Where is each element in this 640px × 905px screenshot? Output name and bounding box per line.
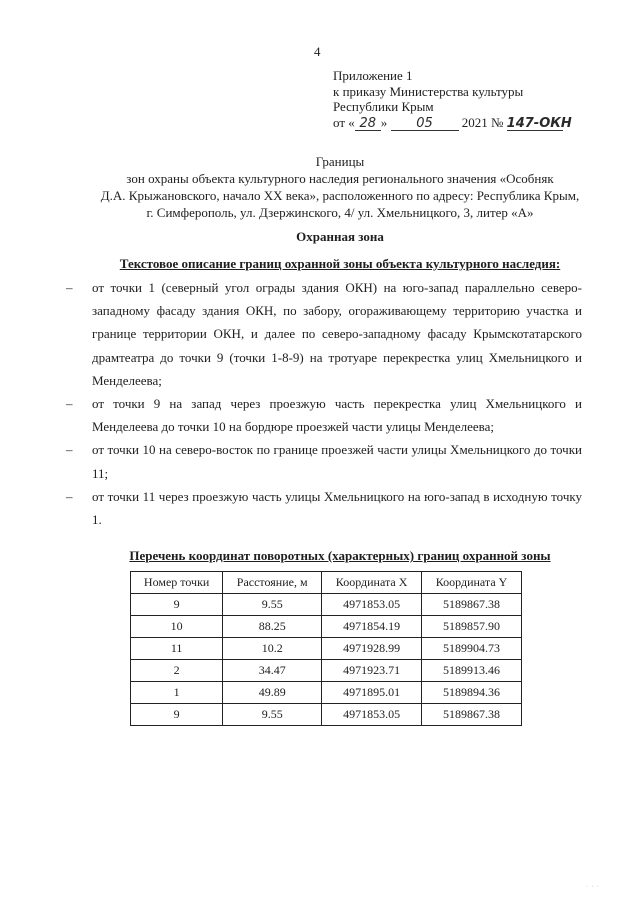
date-mid: » <box>380 114 388 130</box>
handwritten-order-number: 147-ОКН <box>506 115 572 131</box>
table-header-row <box>131 572 522 594</box>
appendix-line-3: Республики Крым <box>333 99 434 114</box>
table-cell: 4971895.01 <box>322 682 422 704</box>
appendix-line-2: к приказу Министерства культуры <box>333 83 524 99</box>
scan-edge-mark: · · · <box>586 884 600 890</box>
table-cell: 10.2 <box>223 638 322 660</box>
table-cell: 4971928.99 <box>322 638 422 660</box>
date-year: 2021 № <box>461 114 504 130</box>
list-item: – от точки 1 (северный угол ограды здания ОКН) на юго-запад параллельно северо-западному фасаду здания ОКН, по забору, огораживающему территорию участка и границе территории ОКН, и далее по северо-западному фасаду Крымскотатарского драмтеатра до точки 9 (точки 1-8-9) на тротуаре перекрестка улиц Хмельницкого и Менделеева; <box>92 276 582 392</box>
table-cell: 11 <box>131 638 223 660</box>
table-heading: Перечень координат поворотных (характерных) границ охранной зоны <box>129 548 551 563</box>
list-item: – от точки 9 на запад через проезжую часть перекрестка улиц Хмельницкого и Менделеева до точки 10 на бордюре проезжей части улицы Менделеева; <box>92 392 582 438</box>
table-cell: 34.47 <box>223 660 322 682</box>
description-list <box>92 276 582 531</box>
title-line-3: Д.А. Крыжановского, начало XX века», расположенного по адресу: Республика Крым, <box>100 188 580 203</box>
table-row <box>131 638 522 660</box>
title-line-4: г. Симферополь, ул. Дзержинского, 4/ ул. Хмельницкого, 3, литер «А» <box>146 205 534 220</box>
table-cell: 49.89 <box>223 682 322 704</box>
title-line-1: Границы <box>315 154 365 169</box>
header-cell: Координата Y <box>422 572 522 594</box>
table-cell: 9.55 <box>223 594 322 616</box>
title-line-2: зон охраны объекта культурного наследия регионального значения «Особняк <box>126 171 554 186</box>
table-cell: 9 <box>131 704 223 726</box>
list-item: – от точки 11 через проезжую часть улицы Хмельницкого на юго-запад в исходную точку 1. <box>92 485 582 531</box>
document-title <box>60 153 620 221</box>
appendix-line-1: Приложение 1 <box>333 68 413 83</box>
table-cell: 1 <box>131 682 223 704</box>
table-cell: 5189904.73 <box>422 638 522 660</box>
table-cell: 5189857.90 <box>422 616 522 638</box>
date-prefix: от « <box>333 114 355 130</box>
table-cell: 5189867.38 <box>422 594 522 616</box>
table-cell: 88.25 <box>223 616 322 638</box>
table-row <box>131 594 522 616</box>
coordinates-table <box>130 571 522 726</box>
header-cell: Расстояние, м <box>223 572 322 594</box>
description-heading: Текстовое описание границ охранной зоны объекта культурного наследия: <box>119 256 561 271</box>
table-row <box>131 682 522 704</box>
table-cell: 5189894.36 <box>422 682 522 704</box>
table-cell: 4971853.05 <box>322 704 422 726</box>
table-cell: 4971923.71 <box>322 660 422 682</box>
table-cell: 10 <box>131 616 223 638</box>
handwritten-day: 28 <box>355 117 381 131</box>
table-row <box>131 616 522 638</box>
header-cell: Номер точки <box>131 572 223 594</box>
table-cell: 4971853.05 <box>322 594 422 616</box>
table-row <box>131 660 522 682</box>
table-cell: 2 <box>131 660 223 682</box>
header-cell: Координата X <box>322 572 422 594</box>
table-cell: 5189913.46 <box>422 660 522 682</box>
list-item: – от точки 10 на северо-восток по границе проезжей части улицы Хмельницкого до точки 11; <box>92 438 582 484</box>
appendix-date-line <box>333 114 572 131</box>
zone-heading: Охранная зона <box>296 229 384 244</box>
handwritten-month: 05 <box>391 117 459 131</box>
appendix-header <box>333 68 572 131</box>
table-row <box>131 704 522 726</box>
table-cell: 4971854.19 <box>322 616 422 638</box>
table-cell: 5189867.38 <box>422 704 522 726</box>
table-cell: 9 <box>131 594 223 616</box>
page-number: 4 <box>314 44 321 59</box>
table-cell: 9.55 <box>223 704 322 726</box>
